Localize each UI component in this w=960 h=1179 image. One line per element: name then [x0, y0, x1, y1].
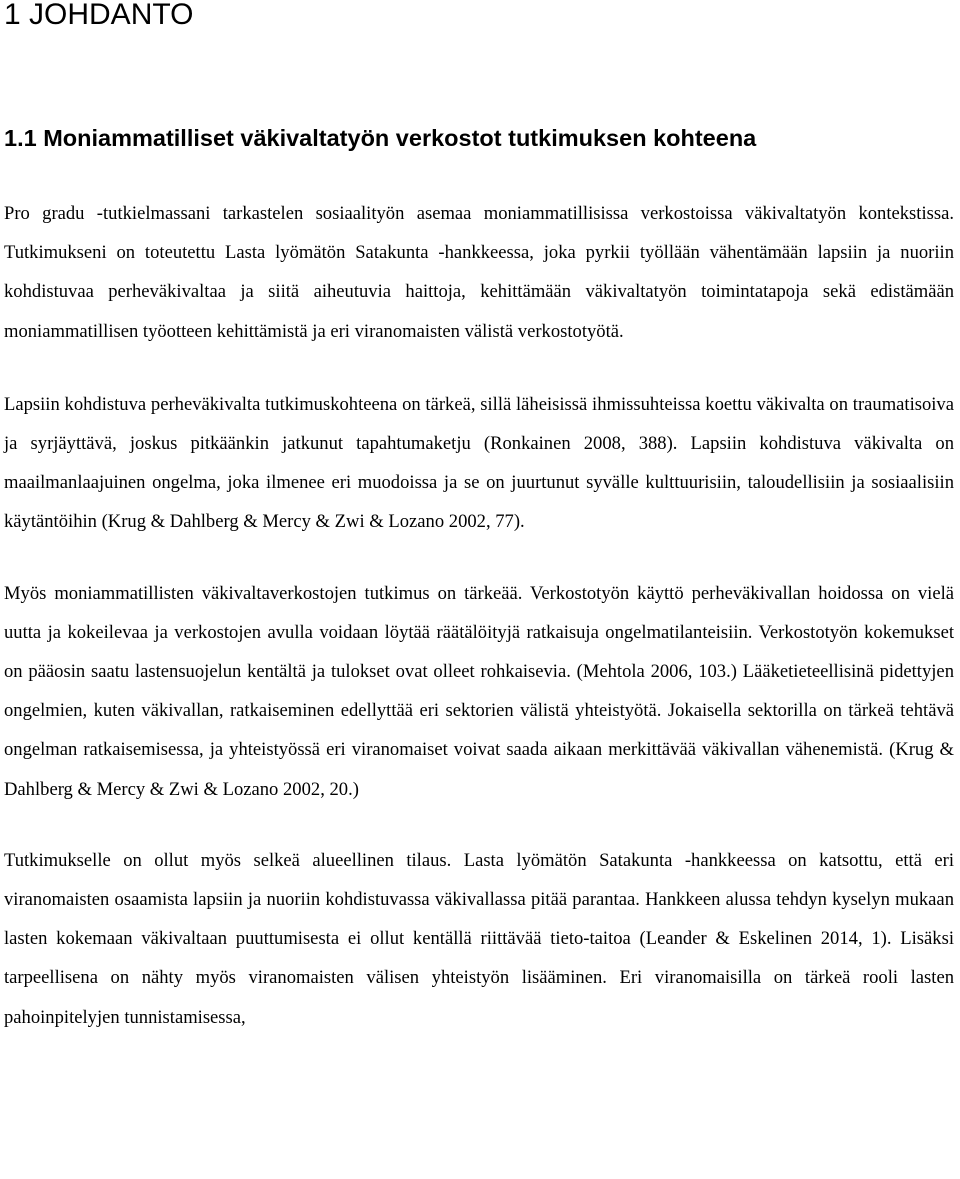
document-page — [4, 0, 954, 1037]
paragraph-network-research: Myös moniammatillisten väkivaltaverkostojen tutkimus on tärkeää. Verkostotyön käyttö perheväkivallan hoidossa on vielä uutta ja kokeilevaa ja verkostojen avulla voidaan löytää räätälöityjä ratkaisuja ongelmatilanteisiin. Verkostotyön kokemukset on pääosin saatu lastensuojelun kentältä ja tulokset ovat olleet rohkaisevia. (Mehtola 2006, 103.) Lääketieteellisinä pidettyjen ongelmien, kuten väkivallan, ratkaiseminen edellyttää eri sektorien välistä yhteistyötä. Jokaisella sektorilla on tärkeä tehtävä ongelman ratkaisemisessa, ja yhteistyössä eri viranomaiset voivat saada aikaan merkittävää väkivallan vähenemistä. (Krug & Dahlberg & Mercy & Zwi & Lozano 2002, 20.) — [4, 582, 954, 800]
paragraph-regional-demand: Tutkimukselle on ollut myös selkeä alueellinen tilaus. Lasta lyömätön Satakunta -hankkeessa on katsottu, että eri viranomaisten osaamista lapsiin ja nuoriin kohdistuvassa väkivallassa pitää parantaa. Hankkeen alussa tehdyn kyselyn mukaan lasten kokemaan väkivaltaan puuttumisesta ei ollut kentällä riittävää tieto-taitoa (Leander & Eskelinen 2014, 1). Lisäksi tarpeellisena on nähty myös viranomaisten välisen yhteistyön lisääminen. Eri viranomaisilla on tärkeä rooli lasten pahoinpitelyjen tunnistamisessa, — [4, 849, 954, 1028]
section-heading: 1.1 Moniammatilliset väkivaltatyön verkostot tutkimuksen kohteena — [4, 125, 757, 151]
paragraph-intro: Pro gradu -tutkielmassani tarkastelen sosiaalityön asemaa moniammatillisissa verkostoissa väkivaltatyön kontekstissa. Tutkimukseni on toteutettu Lasta lyömätön Satakunta -hankkeessa, joka pyrkii työllään vähentämään lapsiin ja nuoriin kohdistuvaa perheväkivaltaa ja siitä aiheutuvia haittoja, kehittämään väkivaltatyön toimintatapoja sekä edistämään moniammatillisen työotteen kehittämistä ja eri viranomaisten välistä verkostotyötä. — [4, 203, 954, 342]
paragraph-family-violence: Lapsiin kohdistuva perheväkivalta tutkimuskohteena on tärkeä, sillä läheisissä ihmissuhteissa koettu väkivalta on traumatisoiva ja syrjäyttävä, joskus pitkäänkin jatkunut tapahtumaketju (Ronkainen 2008, 388). Lapsiin kohdistuva väkivalta on maailmanlaajuinen ongelma, joka ilmenee eri muodoissa ja se on juurtunut syvälle kulttuurisiin, taloudellisiin ja sosiaalisiin käytäntöihin (Krug & Dahlberg & Mercy & Zwi & Lozano 2002, 77). — [4, 393, 954, 533]
chapter-heading: 1 JOHDANTO — [4, 0, 194, 31]
